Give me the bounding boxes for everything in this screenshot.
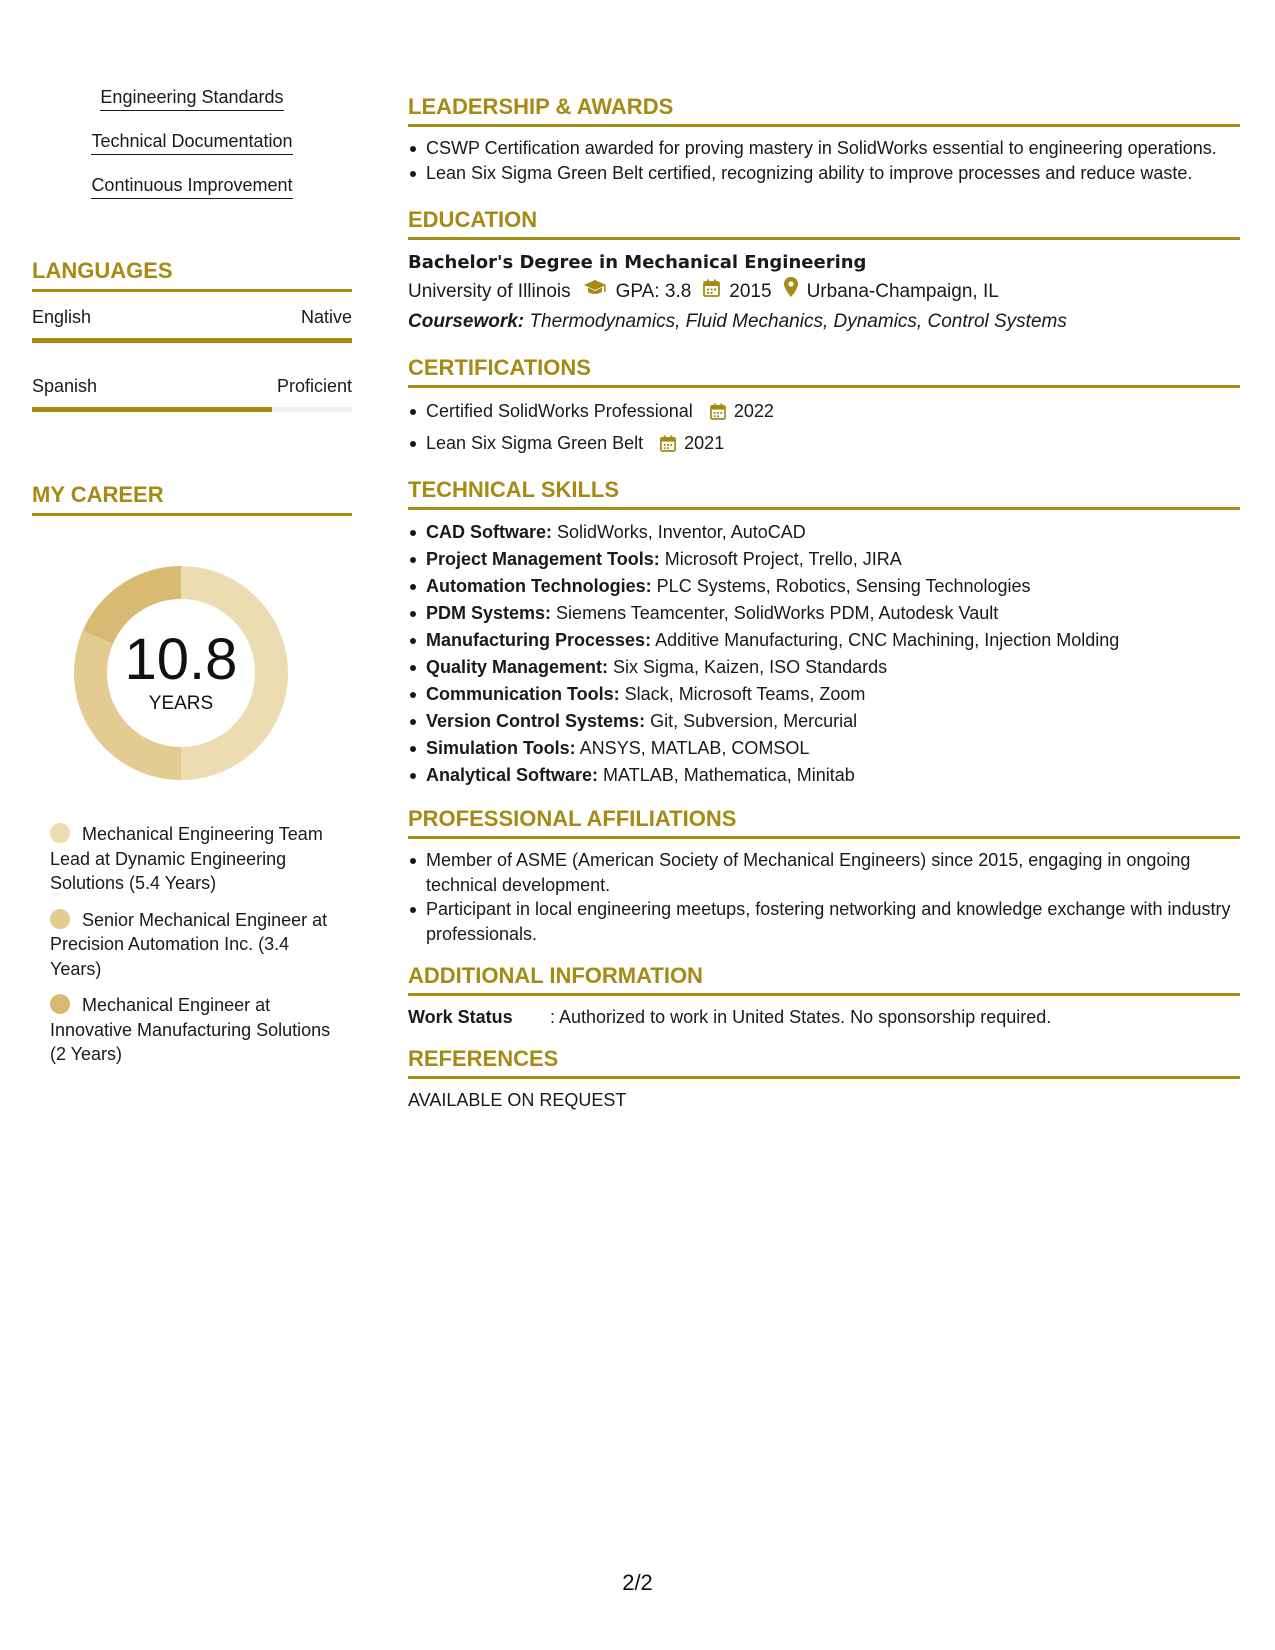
career-role-item bbox=[50, 993, 340, 1067]
career-role-label: Mechanical Engineer at Innovative Manufacturing Solutions (2 Years) bbox=[50, 995, 331, 1064]
list-item bbox=[408, 708, 1240, 735]
top-skill-item: Engineering Standards bbox=[100, 86, 283, 111]
career-role-item bbox=[50, 822, 340, 896]
skill-category: Manufacturing Processes: bbox=[426, 630, 652, 650]
skill-category: Version Control Systems: bbox=[426, 711, 646, 731]
list-item bbox=[408, 627, 1240, 654]
skill-values: Six Sigma, Kaizen, ISO Standards bbox=[608, 657, 888, 677]
career-role-item bbox=[50, 908, 340, 982]
top-skill-item: Continuous Improvement bbox=[91, 174, 292, 199]
technical-skills-section bbox=[408, 477, 1240, 789]
skill-category: Automation Technologies: bbox=[426, 576, 652, 596]
references-section bbox=[408, 1046, 1240, 1112]
list-item bbox=[408, 429, 1240, 461]
graduation-year: 2015 bbox=[729, 281, 772, 302]
skill-values: Microsoft Project, Trello, JIRA bbox=[659, 549, 902, 569]
work-status-value: : Authorized to work in United States. No sponsorship required. bbox=[550, 1007, 1052, 1027]
language-level: Proficient bbox=[276, 376, 352, 396]
career-legend bbox=[50, 822, 340, 1067]
skill-values: Slack, Microsoft Teams, Zoom bbox=[619, 684, 866, 704]
skill-category: PDM Systems: bbox=[426, 603, 552, 623]
right-column bbox=[408, 94, 1240, 1129]
skill-values: ANSYS, MATLAB, COMSOL bbox=[575, 738, 810, 758]
calendar-icon bbox=[710, 400, 726, 429]
legend-dot bbox=[50, 823, 70, 843]
language-proficiency-bar bbox=[32, 407, 352, 412]
certification-name: Lean Six Sigma Green Belt bbox=[426, 432, 644, 453]
additional-info-section bbox=[408, 963, 1240, 1029]
languages-heading: LANGUAGES bbox=[32, 258, 352, 292]
skill-values: Git, Subversion, Mercurial bbox=[645, 711, 858, 731]
skill-values: MATLAB, Mathematica, Minitab bbox=[598, 765, 855, 785]
school-location: Urbana-Champaign, IL bbox=[806, 281, 999, 302]
section-heading: REFERENCES bbox=[408, 1046, 1240, 1079]
list-item bbox=[408, 654, 1240, 681]
skill-category: Communication Tools: bbox=[426, 684, 620, 704]
career-donut-chart bbox=[66, 558, 296, 788]
calendar-icon bbox=[660, 432, 676, 461]
map-pin-icon bbox=[784, 277, 798, 307]
certification-year: 2022 bbox=[733, 401, 774, 421]
career-role-label: Senior Mechanical Engineer at Precision Automation Inc. (3.4 Years) bbox=[50, 909, 328, 979]
list-item: Participant in local engineering meetups, fostering networking and knowledge exchange with industry professionals. bbox=[408, 897, 1240, 946]
section-heading: CERTIFICATIONS bbox=[408, 355, 1240, 388]
list-item: CSWP Certification awarded for proving mastery in SolidWorks essential to engineering operations. bbox=[408, 136, 1240, 161]
certifications-list bbox=[408, 397, 1240, 460]
certification-year: 2021 bbox=[684, 432, 725, 453]
career-total-years: 10.8 bbox=[124, 627, 238, 692]
top-skills-list bbox=[32, 86, 352, 218]
section-heading: EDUCATION bbox=[408, 207, 1240, 240]
language-proficiency-fill bbox=[32, 338, 352, 343]
list-item bbox=[408, 546, 1240, 573]
coursework-list: Thermodynamics, Fluid Mechanics, Dynamics, Control Systems bbox=[524, 311, 1067, 332]
language-item bbox=[32, 306, 352, 343]
technical-skills-list bbox=[408, 519, 1240, 789]
list-item: Member of ASME (American Society of Mechanical Engineers) since 2015, engaging in ongoing technical development. bbox=[408, 848, 1240, 897]
career-role-label: Mechanical Engineering Team Lead at Dynamic Engineering Solutions (5.4 Years) bbox=[50, 824, 323, 893]
work-status-row bbox=[408, 1005, 1240, 1029]
education-section bbox=[408, 207, 1240, 337]
school-name: University of Illinois bbox=[408, 281, 571, 302]
skill-values: Siemens Teamcenter, SolidWorks PDM, Autodesk Vault bbox=[551, 603, 999, 623]
coursework bbox=[408, 307, 1240, 337]
calendar-icon bbox=[703, 277, 720, 307]
graduation-cap-icon bbox=[583, 277, 607, 307]
list-item bbox=[408, 600, 1240, 627]
gpa: GPA: 3.8 bbox=[615, 281, 692, 302]
language-proficiency-fill bbox=[32, 407, 272, 412]
degree-title: Bachelor's Degree in Mechanical Engineering bbox=[408, 252, 867, 273]
references-text: AVAILABLE ON REQUEST bbox=[408, 1090, 627, 1110]
skill-category: CAD Software: bbox=[426, 522, 553, 542]
work-status-label: Work Status bbox=[408, 1007, 513, 1027]
skill-category: Analytical Software: bbox=[426, 765, 599, 785]
list-item bbox=[408, 519, 1240, 546]
skill-category: Simulation Tools: bbox=[426, 738, 576, 758]
skill-values: SolidWorks, Inventor, AutoCAD bbox=[552, 522, 806, 542]
section-heading: LEADERSHIP & AWARDS bbox=[408, 94, 1240, 127]
skill-values: Additive Manufacturing, CNC Machining, Injection Molding bbox=[651, 630, 1120, 650]
section-heading: PROFESSIONAL AFFILIATIONS bbox=[408, 806, 1240, 839]
affiliations-list bbox=[408, 848, 1240, 946]
list-item bbox=[408, 735, 1240, 762]
section-heading: TECHNICAL SKILLS bbox=[408, 477, 1240, 510]
list-item bbox=[408, 681, 1240, 708]
section-heading: ADDITIONAL INFORMATION bbox=[408, 963, 1240, 996]
career-total-unit: YEARS bbox=[148, 693, 214, 714]
list-item: Lean Six Sigma Green Belt certified, recognizing ability to improve processes and reduce waste. bbox=[408, 161, 1240, 186]
affiliations-section bbox=[408, 806, 1240, 946]
page-number: 2/2 bbox=[622, 1570, 653, 1595]
skill-values: PLC Systems, Robotics, Sensing Technologies bbox=[651, 576, 1031, 596]
list-item bbox=[408, 573, 1240, 600]
language-level: Native bbox=[300, 307, 352, 327]
leadership-section bbox=[408, 94, 1240, 185]
skill-category: Project Management Tools: bbox=[426, 549, 660, 569]
skill-category: Quality Management: bbox=[426, 657, 609, 677]
list-item bbox=[408, 397, 1240, 429]
coursework-label: Coursework: bbox=[408, 311, 525, 332]
top-skill-item: Technical Documentation bbox=[91, 130, 292, 155]
language-name: English bbox=[32, 307, 92, 327]
career-heading: MY CAREER bbox=[32, 482, 352, 516]
career-section bbox=[32, 482, 352, 1067]
certifications-section bbox=[408, 355, 1240, 460]
legend-dot bbox=[50, 909, 70, 929]
language-proficiency-bar bbox=[32, 338, 352, 343]
language-name: Spanish bbox=[32, 376, 98, 396]
certification-name: Certified SolidWorks Professional bbox=[426, 401, 693, 421]
languages-section bbox=[32, 258, 352, 412]
left-column bbox=[32, 86, 352, 1079]
legend-dot bbox=[50, 994, 70, 1014]
leadership-list bbox=[408, 136, 1240, 185]
list-item bbox=[408, 762, 1240, 789]
education-meta bbox=[408, 277, 1240, 307]
language-item bbox=[32, 375, 352, 412]
